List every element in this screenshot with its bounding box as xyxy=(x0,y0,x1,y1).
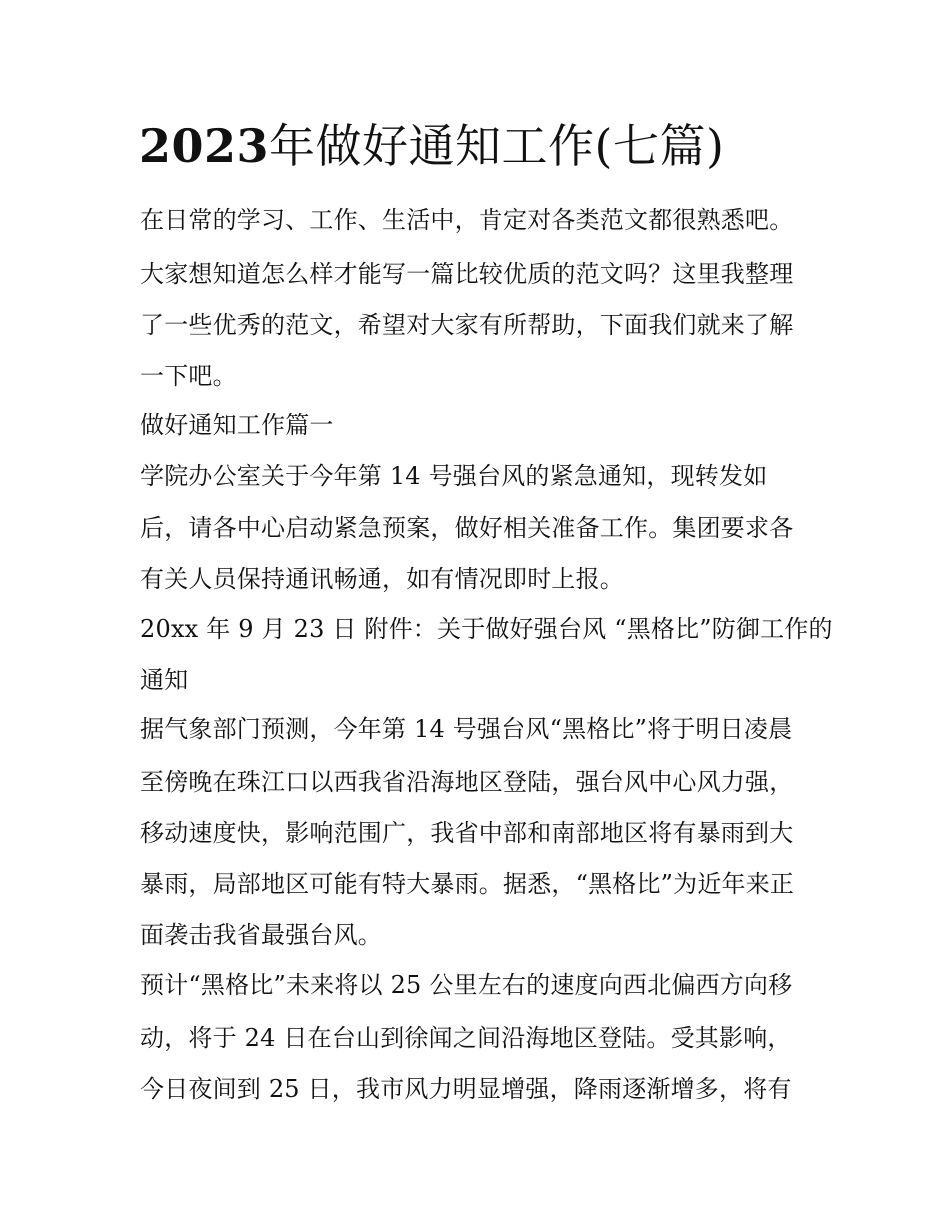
attachment-line-2: 通知 xyxy=(140,666,189,694)
intro-line-2: 大家想知道怎么样才能写一篇比较优质的范文吗？这里我整理 xyxy=(140,260,794,288)
body-line-2: 后，请各中心启动紧急预案，做好相关准备工作。集团要求各 xyxy=(140,514,794,542)
date-attachment-line: 20xx 年 9 月 23 日 附件：关于做好强台风 “黑格比”防御工作的 xyxy=(140,615,833,643)
forecast-line-3: 移动速度快，影响范围广，我省中部和南部地区将有暴雨到大 xyxy=(140,819,794,847)
section-heading: 做好通知工作篇一 xyxy=(140,411,334,439)
body-line-3: 有关人员保持通讯畅通，如有情况即时上报。 xyxy=(140,565,624,593)
body-line-1: 学院办公室关于今年第 14 号强台风的紧急通知，现转发如 xyxy=(140,462,768,490)
forecast-line-2: 至傍晚在珠江口以西我省沿海地区登陆，强台风中心风力强， xyxy=(140,768,794,796)
prediction-line-1: 预计“黑格比”未来将以 25 公里左右的速度向西北偏西方向移 xyxy=(140,971,793,999)
intro-line-4: 一下吧。 xyxy=(140,362,237,390)
document-title xyxy=(139,116,839,176)
forecast-line-1: 据气象部门预测，今年第 14 号强台风“黑格比”将于明日凌晨 xyxy=(140,715,793,743)
title-year: 2023 xyxy=(139,119,270,173)
prediction-line-3: 今日夜间到 25 日，我市风力明显增强，降雨逐渐增多，将有 xyxy=(140,1075,792,1103)
intro-line-1: 在日常的学习、工作、生活中，肯定对各类范文都很熟悉吧。 xyxy=(140,206,794,234)
forecast-line-5: 面袭击我省最强台风。 xyxy=(140,921,382,949)
intro-line-3: 了一些优秀的范文，希望对大家有所帮助，下面我们就来了解 xyxy=(140,311,794,339)
prediction-line-2: 动，将于 24 日在台山到徐闻之间沿海地区登陆。受其影响， xyxy=(140,1024,792,1052)
title-text: 年做好通知工作(七篇) xyxy=(269,119,725,173)
forecast-line-4: 暴雨，局部地区可能有特大暴雨。据悉，“黑格比”为近年来正 xyxy=(140,870,795,898)
